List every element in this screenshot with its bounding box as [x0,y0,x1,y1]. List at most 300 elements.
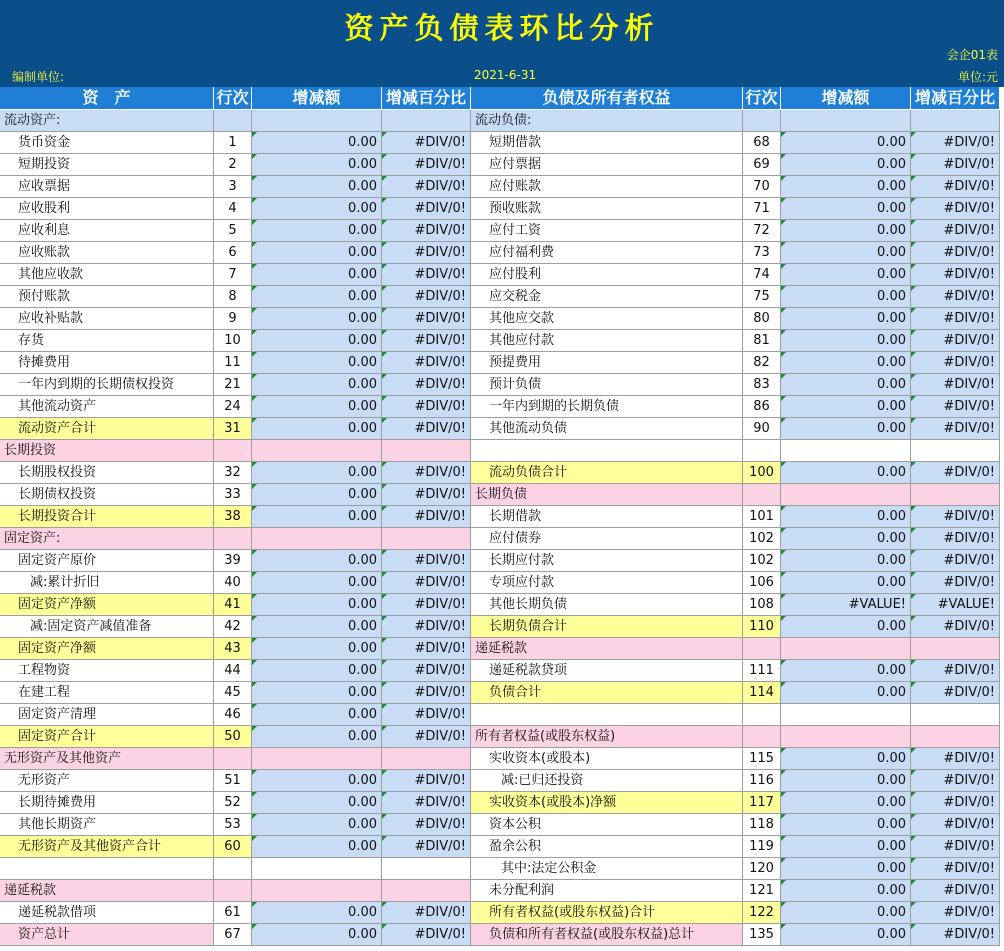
right-item-label[interactable]: 所有者权益(或股东权益)合计 [471,902,743,924]
right-change-percent[interactable]: #DIV/0! [911,286,1000,308]
left-change-amount[interactable]: 0.00 [252,814,382,836]
right-change-amount[interactable]: 0.00 [781,682,911,704]
right-change-percent[interactable]: #DIV/0! [911,418,1000,440]
left-row-number[interactable] [214,440,252,462]
left-change-amount[interactable]: 0.00 [252,594,382,616]
left-item-label[interactable]: 固定资产: [0,528,214,550]
left-change-percent[interactable] [382,528,471,550]
left-change-amount[interactable]: 0.00 [252,374,382,396]
left-change-percent[interactable]: #DIV/0! [382,836,471,858]
col-header-row-no[interactable]: 行次 [214,87,252,109]
left-change-amount[interactable]: 0.00 [252,572,382,594]
right-row-number[interactable]: 69 [743,154,781,176]
right-change-percent[interactable] [911,638,1000,660]
left-change-amount[interactable]: 0.00 [252,242,382,264]
right-change-percent[interactable]: #DIV/0! [911,198,1000,220]
left-row-number[interactable] [214,858,252,880]
left-change-amount[interactable]: 0.00 [252,308,382,330]
right-item-label[interactable]: 流动负债: [471,110,743,132]
left-change-percent[interactable]: #DIV/0! [382,616,471,638]
right-item-label[interactable]: 专项应付款 [471,572,743,594]
right-row-number[interactable]: 120 [743,858,781,880]
left-change-percent[interactable]: #DIV/0! [382,286,471,308]
right-change-percent[interactable]: #DIV/0! [911,880,1000,902]
right-item-label[interactable] [471,440,743,462]
left-row-number[interactable]: 45 [214,682,252,704]
left-row-number[interactable]: 31 [214,418,252,440]
left-row-number[interactable]: 4 [214,198,252,220]
right-item-label[interactable]: 其他长期负债 [471,594,743,616]
left-item-label[interactable]: 应收股利 [0,198,214,220]
right-row-number[interactable]: 90 [743,418,781,440]
right-row-number[interactable]: 118 [743,814,781,836]
left-row-number[interactable]: 3 [214,176,252,198]
right-change-percent[interactable]: #DIV/0! [911,858,1000,880]
right-change-amount[interactable]: 0.00 [781,462,911,484]
left-change-amount[interactable]: 0.00 [252,132,382,154]
left-change-percent[interactable]: #DIV/0! [382,264,471,286]
right-change-percent[interactable]: #DIV/0! [911,242,1000,264]
left-item-label[interactable]: 应收利息 [0,220,214,242]
right-change-percent[interactable]: #DIV/0! [911,330,1000,352]
left-change-percent[interactable]: #DIV/0! [382,484,471,506]
right-change-percent[interactable]: #DIV/0! [911,528,1000,550]
right-item-label[interactable]: 短期借款 [471,132,743,154]
right-change-percent[interactable]: #DIV/0! [911,748,1000,770]
left-item-label[interactable]: 其他流动资产 [0,396,214,418]
right-item-label[interactable]: 一年内到期的长期负债 [471,396,743,418]
left-item-label[interactable]: 流动资产合计 [0,418,214,440]
right-row-number[interactable]: 86 [743,396,781,418]
left-item-label[interactable]: 固定资产净额 [0,638,214,660]
left-row-number[interactable]: 44 [214,660,252,682]
right-change-percent[interactable] [911,484,1000,506]
left-change-percent[interactable]: #DIV/0! [382,220,471,242]
right-change-amount[interactable]: 0.00 [781,242,911,264]
left-change-amount[interactable]: 0.00 [252,770,382,792]
left-item-label[interactable]: 长期待摊费用 [0,792,214,814]
right-change-amount[interactable]: 0.00 [781,264,911,286]
right-item-label[interactable]: 应付股利 [471,264,743,286]
left-change-percent[interactable]: #DIV/0! [382,242,471,264]
left-change-amount[interactable]: 0.00 [252,286,382,308]
right-change-percent[interactable]: #DIV/0! [911,352,1000,374]
left-row-number[interactable]: 46 [214,704,252,726]
left-item-label[interactable]: 固定资产原价 [0,550,214,572]
left-change-amount[interactable]: 0.00 [252,792,382,814]
right-change-amount[interactable] [781,110,911,132]
left-row-number[interactable]: 50 [214,726,252,748]
right-change-amount[interactable] [781,440,911,462]
right-row-number[interactable] [743,726,781,748]
left-item-label[interactable]: 其他长期资产 [0,814,214,836]
left-change-amount[interactable]: 0.00 [252,220,382,242]
right-change-amount[interactable]: 0.00 [781,528,911,550]
col-header-change-percent[interactable]: 增减百分比 [382,87,471,109]
right-change-percent[interactable]: #DIV/0! [911,506,1000,528]
left-item-label[interactable]: 无形资产及其他资产合计 [0,836,214,858]
right-row-number[interactable]: 102 [743,528,781,550]
right-row-number[interactable]: 117 [743,792,781,814]
right-item-label[interactable]: 未分配利润 [471,880,743,902]
right-change-percent[interactable]: #DIV/0! [911,682,1000,704]
right-change-percent[interactable]: #DIV/0! [911,792,1000,814]
left-item-label[interactable]: 在建工程 [0,682,214,704]
left-change-percent[interactable]: #DIV/0! [382,814,471,836]
left-change-percent[interactable] [382,858,471,880]
right-item-label[interactable]: 长期负债 [471,484,743,506]
right-row-number[interactable]: 72 [743,220,781,242]
left-change-percent[interactable]: #DIV/0! [382,792,471,814]
left-change-amount[interactable]: 0.00 [252,154,382,176]
right-change-amount[interactable]: 0.00 [781,396,911,418]
right-row-number[interactable] [743,110,781,132]
left-row-number[interactable]: 39 [214,550,252,572]
right-change-amount[interactable]: 0.00 [781,506,911,528]
left-item-label[interactable]: 短期投资 [0,154,214,176]
right-change-amount[interactable] [781,704,911,726]
right-item-label[interactable]: 其他流动负债 [471,418,743,440]
left-row-number[interactable]: 6 [214,242,252,264]
right-change-percent[interactable] [911,704,1000,726]
right-change-amount[interactable]: 0.00 [781,308,911,330]
right-row-number[interactable] [743,638,781,660]
right-change-percent[interactable]: #DIV/0! [911,462,1000,484]
right-item-label[interactable]: 应交税金 [471,286,743,308]
left-change-amount[interactable] [252,880,382,902]
left-change-percent[interactable]: #DIV/0! [382,594,471,616]
left-row-number[interactable]: 43 [214,638,252,660]
right-change-percent[interactable]: #DIV/0! [911,572,1000,594]
right-change-amount[interactable]: 0.00 [781,924,911,946]
left-item-label[interactable]: 货币资金 [0,132,214,154]
right-change-percent[interactable]: #VALUE! [911,594,1000,616]
right-item-label[interactable]: 实收资本(或股本)净额 [471,792,743,814]
left-change-amount[interactable]: 0.00 [252,682,382,704]
left-change-percent[interactable]: #DIV/0! [382,704,471,726]
left-change-percent[interactable]: #DIV/0! [382,374,471,396]
right-change-amount[interactable]: 0.00 [781,330,911,352]
left-item-label[interactable]: 长期投资 [0,440,214,462]
left-item-label[interactable]: 固定资产清理 [0,704,214,726]
right-change-amount[interactable]: 0.00 [781,220,911,242]
left-row-number[interactable]: 32 [214,462,252,484]
left-change-amount[interactable]: 0.00 [252,902,382,924]
right-change-percent[interactable]: #DIV/0! [911,836,1000,858]
right-row-number[interactable] [743,440,781,462]
left-change-percent[interactable]: #DIV/0! [382,154,471,176]
right-change-amount[interactable]: 0.00 [781,132,911,154]
right-change-percent[interactable]: #DIV/0! [911,264,1000,286]
left-row-number[interactable]: 8 [214,286,252,308]
left-change-amount[interactable] [252,748,382,770]
right-change-amount[interactable]: 0.00 [781,902,911,924]
left-change-amount[interactable]: 0.00 [252,550,382,572]
right-change-percent[interactable]: #DIV/0! [911,770,1000,792]
left-row-number[interactable]: 21 [214,374,252,396]
right-row-number[interactable]: 100 [743,462,781,484]
right-change-amount[interactable]: 0.00 [781,770,911,792]
left-row-number[interactable]: 67 [214,924,252,946]
right-row-number[interactable]: 83 [743,374,781,396]
left-item-label[interactable]: 流动资产: [0,110,214,132]
left-row-number[interactable]: 33 [214,484,252,506]
col-header-change-amount-2[interactable]: 增减额 [781,87,911,109]
left-change-percent[interactable]: #DIV/0! [382,726,471,748]
left-change-percent[interactable]: #DIV/0! [382,550,471,572]
right-item-label[interactable]: 负债合计 [471,682,743,704]
left-row-number[interactable]: 7 [214,264,252,286]
right-item-label[interactable]: 其中:法定公积金 [471,858,743,880]
right-change-percent[interactable]: #DIV/0! [911,308,1000,330]
left-row-number[interactable]: 42 [214,616,252,638]
col-header-liabilities-equity[interactable]: 负债及所有者权益 [471,87,743,109]
right-item-label[interactable]: 资本公积 [471,814,743,836]
left-change-amount[interactable]: 0.00 [252,836,382,858]
left-item-label[interactable]: 递延税款借项 [0,902,214,924]
left-change-percent[interactable]: #DIV/0! [382,418,471,440]
right-change-percent[interactable]: #DIV/0! [911,924,1000,946]
right-row-number[interactable]: 116 [743,770,781,792]
right-item-label[interactable]: 长期借款 [471,506,743,528]
left-row-number[interactable] [214,880,252,902]
left-row-number[interactable]: 60 [214,836,252,858]
right-change-amount[interactable]: 0.00 [781,880,911,902]
left-item-label[interactable]: 存货 [0,330,214,352]
right-row-number[interactable] [743,704,781,726]
col-header-change-amount[interactable]: 增减额 [252,87,382,109]
right-item-label[interactable]: 盈余公积 [471,836,743,858]
left-row-number[interactable]: 61 [214,902,252,924]
left-item-label[interactable]: 无形资产 [0,770,214,792]
right-change-amount[interactable]: 0.00 [781,352,911,374]
col-header-assets[interactable]: 资 产 [0,87,214,109]
right-row-number[interactable]: 106 [743,572,781,594]
left-change-amount[interactable]: 0.00 [252,924,382,946]
right-row-number[interactable]: 68 [743,132,781,154]
left-change-amount[interactable] [252,528,382,550]
left-change-percent[interactable]: #DIV/0! [382,308,471,330]
right-row-number[interactable]: 108 [743,594,781,616]
left-item-label[interactable]: 长期投资合计 [0,506,214,528]
left-change-percent[interactable]: #DIV/0! [382,176,471,198]
left-change-amount[interactable]: 0.00 [252,396,382,418]
right-change-amount[interactable]: 0.00 [781,660,911,682]
right-row-number[interactable]: 74 [743,264,781,286]
left-change-percent[interactable] [382,748,471,770]
right-item-label[interactable]: 应付债券 [471,528,743,550]
left-row-number[interactable]: 53 [214,814,252,836]
left-row-number[interactable]: 51 [214,770,252,792]
left-change-percent[interactable]: #DIV/0! [382,924,471,946]
right-change-percent[interactable]: #DIV/0! [911,176,1000,198]
left-change-amount[interactable]: 0.00 [252,352,382,374]
right-item-label[interactable]: 预收账款 [471,198,743,220]
left-item-label[interactable]: 待摊费用 [0,352,214,374]
left-row-number[interactable]: 10 [214,330,252,352]
left-item-label[interactable] [0,858,214,880]
right-row-number[interactable] [743,484,781,506]
left-item-label[interactable]: 工程物资 [0,660,214,682]
left-change-percent[interactable]: #DIV/0! [382,132,471,154]
right-row-number[interactable]: 110 [743,616,781,638]
right-item-label[interactable]: 递延税款 [471,638,743,660]
right-change-percent[interactable] [911,110,1000,132]
left-item-label[interactable]: 预付账款 [0,286,214,308]
left-row-number[interactable]: 40 [214,572,252,594]
left-item-label[interactable]: 固定资产合计 [0,726,214,748]
left-change-amount[interactable]: 0.00 [252,704,382,726]
left-row-number[interactable]: 1 [214,132,252,154]
left-change-amount[interactable] [252,858,382,880]
right-change-amount[interactable]: 0.00 [781,616,911,638]
right-row-number[interactable]: 102 [743,550,781,572]
left-change-percent[interactable]: #DIV/0! [382,572,471,594]
left-change-percent[interactable]: #DIV/0! [382,660,471,682]
left-change-percent[interactable]: #DIV/0! [382,198,471,220]
left-item-label[interactable]: 无形资产及其他资产 [0,748,214,770]
right-change-amount[interactable] [781,726,911,748]
right-item-label[interactable]: 长期负债合计 [471,616,743,638]
right-item-label[interactable]: 递延税款贷项 [471,660,743,682]
right-change-amount[interactable]: 0.00 [781,374,911,396]
left-row-number[interactable]: 2 [214,154,252,176]
right-change-amount[interactable] [781,638,911,660]
right-item-label[interactable]: 预计负债 [471,374,743,396]
right-row-number[interactable]: 82 [743,352,781,374]
left-change-percent[interactable]: #DIV/0! [382,462,471,484]
left-change-amount[interactable]: 0.00 [252,418,382,440]
left-change-amount[interactable]: 0.00 [252,726,382,748]
right-change-amount[interactable]: 0.00 [781,198,911,220]
right-item-label[interactable]: 应付票据 [471,154,743,176]
right-change-amount[interactable]: 0.00 [781,572,911,594]
right-change-percent[interactable]: #DIV/0! [911,220,1000,242]
left-change-percent[interactable]: #DIV/0! [382,638,471,660]
right-change-amount[interactable]: 0.00 [781,748,911,770]
right-change-amount[interactable]: 0.00 [781,814,911,836]
right-row-number[interactable]: 122 [743,902,781,924]
right-item-label[interactable]: 减:已归还投资 [471,770,743,792]
left-item-label[interactable]: 递延税款 [0,880,214,902]
left-item-label[interactable]: 长期债权投资 [0,484,214,506]
left-change-amount[interactable]: 0.00 [252,660,382,682]
right-item-label[interactable]: 应付账款 [471,176,743,198]
right-item-label[interactable]: 应付福利费 [471,242,743,264]
right-change-amount[interactable]: 0.00 [781,154,911,176]
right-change-amount[interactable]: 0.00 [781,176,911,198]
right-item-label[interactable]: 所有者权益(或股东权益) [471,726,743,748]
left-change-amount[interactable]: 0.00 [252,484,382,506]
left-row-number[interactable] [214,110,252,132]
left-change-percent[interactable]: #DIV/0! [382,902,471,924]
left-item-label[interactable]: 应收补贴款 [0,308,214,330]
right-change-percent[interactable]: #DIV/0! [911,132,1000,154]
right-change-amount[interactable]: 0.00 [781,550,911,572]
left-item-label[interactable]: 资产总计 [0,924,214,946]
right-item-label[interactable]: 预提费用 [471,352,743,374]
right-row-number[interactable]: 135 [743,924,781,946]
right-item-label[interactable]: 应付工资 [471,220,743,242]
left-row-number[interactable]: 52 [214,792,252,814]
left-row-number[interactable]: 38 [214,506,252,528]
right-row-number[interactable]: 71 [743,198,781,220]
right-change-amount[interactable]: 0.00 [781,858,911,880]
right-change-percent[interactable]: #DIV/0! [911,814,1000,836]
right-row-number[interactable]: 75 [743,286,781,308]
left-change-amount[interactable]: 0.00 [252,462,382,484]
right-item-label[interactable] [471,704,743,726]
left-change-percent[interactable]: #DIV/0! [382,352,471,374]
col-header-row-no-2[interactable]: 行次 [743,87,781,109]
right-change-percent[interactable]: #DIV/0! [911,550,1000,572]
right-row-number[interactable]: 70 [743,176,781,198]
left-row-number[interactable]: 41 [214,594,252,616]
left-change-amount[interactable]: 0.00 [252,264,382,286]
right-change-amount[interactable]: 0.00 [781,286,911,308]
left-change-amount[interactable]: 0.00 [252,330,382,352]
right-row-number[interactable]: 81 [743,330,781,352]
left-item-label[interactable]: 其他应收款 [0,264,214,286]
right-change-amount[interactable]: 0.00 [781,792,911,814]
left-change-amount[interactable]: 0.00 [252,616,382,638]
right-item-label[interactable]: 其他应付款 [471,330,743,352]
left-row-number[interactable]: 24 [214,396,252,418]
left-change-percent[interactable]: #DIV/0! [382,770,471,792]
right-change-percent[interactable]: #DIV/0! [911,374,1000,396]
right-row-number[interactable]: 119 [743,836,781,858]
left-change-percent[interactable]: #DIV/0! [382,396,471,418]
right-change-percent[interactable]: #DIV/0! [911,154,1000,176]
right-change-percent[interactable] [911,440,1000,462]
right-change-amount[interactable] [781,484,911,506]
right-change-percent[interactable]: #DIV/0! [911,902,1000,924]
right-row-number[interactable]: 115 [743,748,781,770]
left-change-amount[interactable] [252,440,382,462]
left-change-percent[interactable] [382,440,471,462]
right-row-number[interactable]: 73 [743,242,781,264]
right-item-label[interactable]: 长期应付款 [471,550,743,572]
right-change-percent[interactable]: #DIV/0! [911,660,1000,682]
left-change-percent[interactable]: #DIV/0! [382,682,471,704]
left-row-number[interactable]: 11 [214,352,252,374]
left-row-number[interactable] [214,528,252,550]
col-header-change-percent-2[interactable]: 增减百分比 [911,87,1000,109]
right-change-percent[interactable]: #DIV/0! [911,396,1000,418]
right-row-number[interactable]: 121 [743,880,781,902]
right-change-percent[interactable] [911,726,1000,748]
left-change-percent[interactable] [382,110,471,132]
left-change-amount[interactable]: 0.00 [252,176,382,198]
left-item-label[interactable]: 减:固定资产减值准备 [0,616,214,638]
left-row-number[interactable]: 5 [214,220,252,242]
right-item-label[interactable]: 负债和所有者权益(或股东权益)总计 [471,924,743,946]
left-row-number[interactable] [214,748,252,770]
right-row-number[interactable]: 111 [743,660,781,682]
left-item-label[interactable]: 减:累计折旧 [0,572,214,594]
left-row-number[interactable]: 9 [214,308,252,330]
left-item-label[interactable]: 应收票据 [0,176,214,198]
left-change-percent[interactable]: #DIV/0! [382,330,471,352]
right-row-number[interactable]: 80 [743,308,781,330]
left-change-amount[interactable] [252,110,382,132]
left-item-label[interactable]: 长期股权投资 [0,462,214,484]
right-item-label[interactable]: 流动负债合计 [471,462,743,484]
right-change-percent[interactable]: #DIV/0! [911,616,1000,638]
left-change-amount[interactable]: 0.00 [252,638,382,660]
left-item-label[interactable]: 固定资产净额 [0,594,214,616]
right-change-amount[interactable]: 0.00 [781,418,911,440]
